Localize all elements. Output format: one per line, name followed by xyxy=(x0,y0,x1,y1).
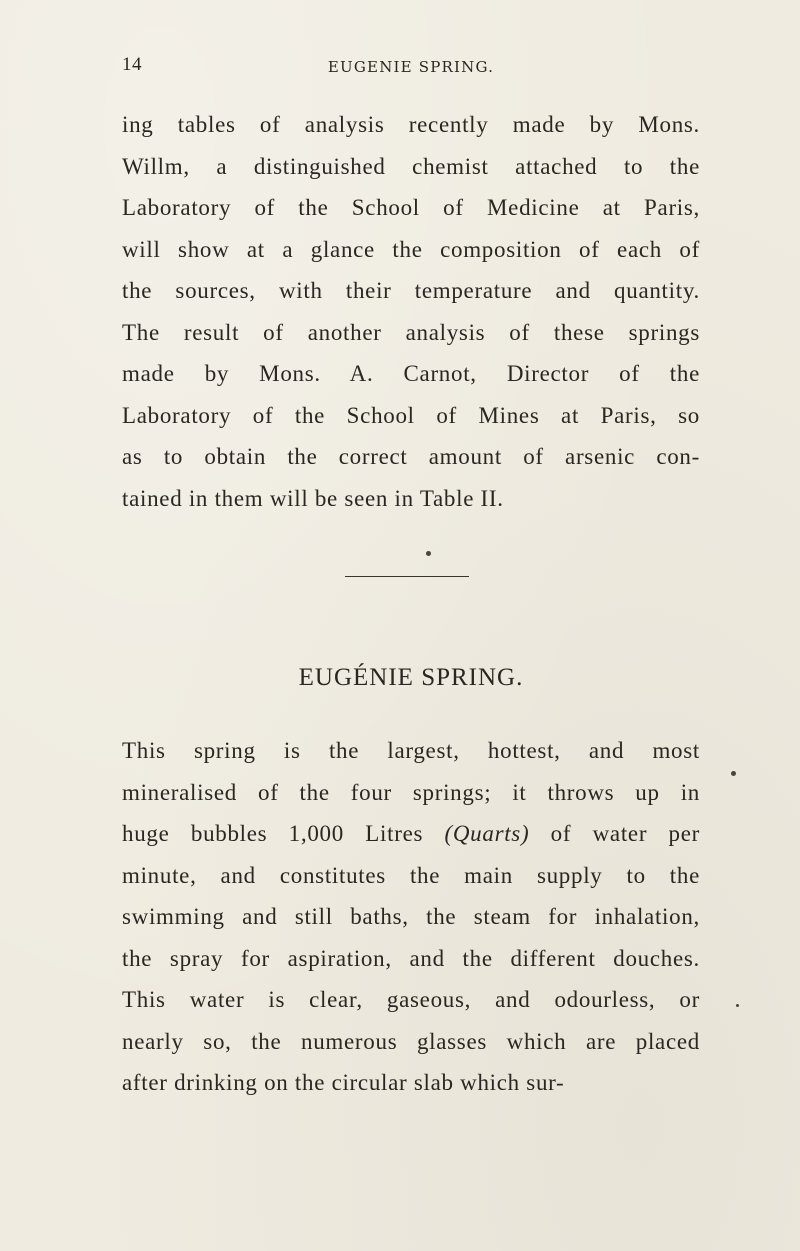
text-line: the spray for aspiration, and the different douches. xyxy=(122,945,700,971)
text-fragment: of water per xyxy=(529,821,701,846)
paper-speck xyxy=(736,1004,739,1007)
text-line: after drinking on the circular slab which sur- xyxy=(122,1070,565,1095)
text-line: tained in them will be seen in Table II. xyxy=(122,485,504,511)
paragraph-1 xyxy=(122,104,700,519)
paragraph-2 xyxy=(122,730,700,1104)
text-line: the sources, with their temperature and quantity. xyxy=(122,278,700,303)
text-line-with-italic xyxy=(122,813,700,855)
section-divider xyxy=(345,576,469,577)
text-line: made by Mons. A. Carnot, Director of the xyxy=(122,361,700,386)
text-line: This water is clear, gaseous, and odourless, or xyxy=(122,987,700,1012)
running-title: EUGENIE SPRING. xyxy=(327,58,495,76)
text-line: mineralised of the four springs; it throws up in xyxy=(122,779,700,805)
text-line: ing tables of analysis recently made by Mons. xyxy=(122,112,700,137)
text-line: minute, and constitutes the main supply to the xyxy=(122,862,700,888)
paper-speck xyxy=(731,771,736,776)
page-number: 14 xyxy=(122,54,142,75)
text-line: Laboratory of the School of Medicine at Paris, xyxy=(122,195,700,220)
paper-speck xyxy=(426,551,431,556)
text-line: will show at a glance the composition of each of xyxy=(122,236,700,262)
text-line: The result of another analysis of these springs xyxy=(122,319,700,345)
text-fragment: huge bubbles 1,000 Litres xyxy=(122,821,445,846)
text-line: This spring is the largest, hottest, and most xyxy=(122,738,700,763)
text-line: as to obtain the correct amount of arsenic con- xyxy=(122,444,700,469)
text-line: Laboratory of the School of Mines at Paris, so xyxy=(122,402,700,428)
italic-text: (Quarts) xyxy=(444,821,530,846)
text-line: Willm, a distinguished chemist attached to the xyxy=(122,153,700,179)
section-heading: EUGÉNIE SPRING. xyxy=(298,664,524,691)
text-line: nearly so, the numerous glasses which are placed xyxy=(122,1028,700,1054)
text-line: swimming and still baths, the steam for inhalation, xyxy=(122,904,700,929)
running-header xyxy=(122,50,700,80)
